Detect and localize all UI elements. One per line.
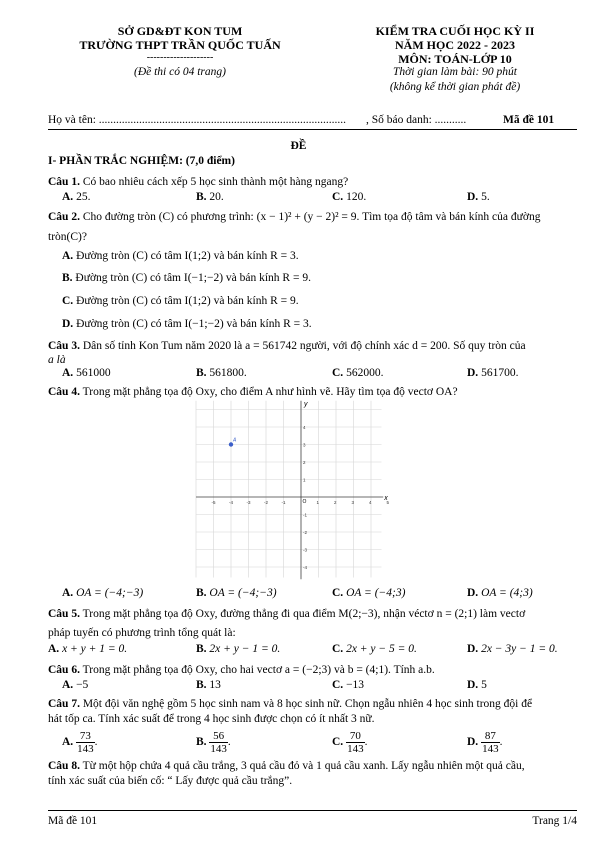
x-tick-label: -2 (264, 500, 269, 505)
option-b[interactable]: B. OA = (−4;−3) (196, 587, 277, 599)
question-7-line2: hát tốp ca. Tính xác suất để trong 4 học sinh được chọn có ít nhất 3 nữ. (48, 713, 375, 725)
question-2-option-b[interactable]: B. Đường tròn (C) có tâm I(−1;−2) và bán kính R = 9. (62, 272, 311, 284)
student-name-field: Họ và tên: ...................................................................................... (48, 114, 347, 126)
question-6-options (62, 679, 582, 693)
option-d[interactable]: D. OA = (4;3) (467, 587, 533, 599)
option-d[interactable]: D. 561700. (467, 367, 519, 379)
page-count-note: (Đề thi có 04 trang) (134, 66, 226, 78)
y-tick-label: 1 (303, 477, 306, 483)
graph-ticks (212, 425, 390, 570)
footer-divider (48, 810, 577, 811)
option-c[interactable]: C. 562000. (332, 367, 384, 379)
option-b[interactable]: B. 2x + y − 1 = 0. (196, 643, 281, 655)
footer-page-number: Trang 1/4 (532, 815, 577, 827)
x-tick-label: 5 (386, 500, 390, 505)
option-c[interactable]: C. $\frac{70}{143}$ . (332, 730, 368, 755)
question-3-options (62, 367, 582, 381)
x-tick-label: 2 (334, 500, 337, 505)
option-d[interactable]: D. 2x − 3y − 1 = 0. (467, 643, 558, 655)
exam-title: KIỂM TRA CUỐI HỌC KỲ II (375, 24, 535, 38)
y-tick-label: -1 (303, 512, 308, 518)
x-tick-label: 4 (369, 500, 372, 505)
school-year: NĂM HỌC 2022 - 2023 (395, 38, 515, 52)
question-3-line2: a là (48, 354, 66, 366)
question-text: Có bao nhiêu cách xếp 5 học sinh thành một hàng ngang? (79, 176, 349, 188)
option-b[interactable]: B. $\frac{56}{143}$ . (196, 730, 231, 755)
x-tick-label: -1 (281, 500, 286, 505)
x-tick-label: -5 (211, 500, 216, 505)
point-a-label: A (233, 437, 237, 444)
question-5: Câu 5. Trong mặt phẳng tọa độ Oxy, đường thẳng đi qua điểm M(2;−3), nhận véctơ n = (2;1) làm vectơ (48, 608, 526, 620)
school-name: TRƯỜNG THPT TRẦN QUỐC TUẤN (79, 38, 281, 52)
exam-time: Thời gian làm bài: 90 phút (392, 66, 518, 78)
y-tick-label: -3 (303, 547, 308, 553)
x-tick-label: -4 (229, 500, 234, 505)
question-2-option-d[interactable]: D. Đường tròn (C) có tâm I(−1;−2) và bán kính R = 3. (62, 318, 312, 330)
option-c[interactable]: C. 120. (332, 191, 367, 203)
question-5-options (48, 643, 582, 657)
question-5-line2: pháp tuyến có phương trình tổng quát là: (48, 627, 236, 639)
option-b[interactable]: B. 561800. (196, 367, 247, 379)
footer-exam-code: Mã đề 101 (48, 815, 98, 827)
option-b[interactable]: B. 13 (196, 679, 221, 691)
y-axis-label: y (304, 401, 308, 408)
option-a[interactable]: A. 561000 (62, 367, 111, 379)
question-7-options (62, 730, 582, 756)
graph-grid (196, 401, 382, 578)
header-dashes: -------------------- (146, 52, 214, 63)
option-d[interactable]: D. 5 (467, 679, 487, 691)
option-a[interactable]: A. x + y + 1 = 0. (48, 643, 128, 655)
question-8-line2: tính xác suất của biến cố: “ Lấy được quả cầu trắng”. (48, 775, 293, 787)
exam-code: Mã đề 101 (503, 114, 555, 126)
y-tick-label: 3 (303, 442, 306, 448)
option-c[interactable]: C. OA = (−4;3) (332, 587, 406, 599)
section-title: I- PHẦN TRẮC NGHIỆM: (7,0 điểm) (48, 155, 235, 167)
graph-axes (196, 401, 383, 580)
y-tick-label: 4 (303, 425, 306, 430)
question-1 (48, 174, 575, 190)
student-id-field: , Số báo danh: ........... (366, 114, 467, 126)
question-6: Câu 6. Trong mặt phẳng tọa độ Oxy, cho hai vectơ a = (−2;3) và b = (4;1). Tính a.b. (48, 664, 435, 676)
y-tick-label: -2 (303, 530, 308, 535)
option-a[interactable]: A. OA = (−4;−3) (62, 587, 144, 599)
question-2-line2: tròn(C)? (48, 231, 87, 243)
option-d[interactable]: D. $\frac{87}{143}$ . (467, 730, 503, 755)
option-c[interactable]: C. −13 (332, 679, 365, 691)
option-d[interactable]: D. 5. (467, 191, 490, 203)
option-c[interactable]: C. 2x + y − 5 = 0. (332, 643, 417, 655)
question-2-option-a[interactable]: A. Đường tròn (C) có tâm I(1;2) và bán kính R = 3. (62, 250, 299, 262)
question-2-option-c[interactable]: C. Đường tròn (C) có tâm I(1;2) và bán kính R = 9. (62, 295, 299, 307)
option-a[interactable]: A. −5 (62, 679, 89, 691)
x-tick-label: 3 (351, 500, 355, 505)
question-2: Câu 2. Cho đường tròn (C) có phương trình: (x − 1)² + (y − 2)² = 9. Tìm tọa độ tâm và bán kính của đường (48, 211, 541, 223)
question-number: Câu 1. (48, 176, 80, 188)
option-b[interactable]: B. 20. (196, 191, 224, 203)
dept-name: SỞ GD&ĐT KON TUM (117, 24, 243, 38)
question-8: Câu 8. Từ một hộp chứa 4 quả cầu trắng, 3 quả cầu đỏ và 1 quả cầu xanh. Lấy ngẫu nhiên một quả cầu, (48, 760, 525, 772)
option-a[interactable]: A. $\frac{73}{143}$ . (62, 730, 98, 755)
subject: MÔN: TOÁN-LỚP 10 (398, 52, 512, 66)
header-divider (48, 129, 577, 130)
x-tick-label: 1 (316, 500, 320, 505)
y-tick-label: -4 (303, 565, 308, 570)
option-a[interactable]: A. 25. (62, 191, 91, 203)
de-heading: ĐỀ (290, 140, 307, 152)
question-1-options (62, 191, 582, 205)
question-4-options (62, 587, 582, 601)
x-tick-label: -3 (246, 500, 251, 505)
x-axis-label: x (384, 495, 388, 502)
exam-time-note: (không kể thời gian phát đề) (389, 81, 521, 93)
question-7: Câu 7. Một đội văn nghệ gồm 5 học sinh nam và 8 học sinh nữ. Chọn ngẫu nhiên 4 học sinh trong đội để (48, 698, 533, 710)
coordinate-graph (196, 400, 390, 580)
question-3: Câu 3. Dân số tỉnh Kon Tum năm 2020 là a = 561742 người, với độ chính xác d = 200. Số quy tròn của (48, 340, 526, 352)
y-tick-label: 2 (303, 460, 306, 465)
origin-label: O (302, 499, 307, 505)
question-4: Câu 4. Trong mặt phẳng tọa độ Oxy, cho điểm A như hình vẽ. Hãy tìm tọa độ vectơ OA? (48, 386, 458, 398)
